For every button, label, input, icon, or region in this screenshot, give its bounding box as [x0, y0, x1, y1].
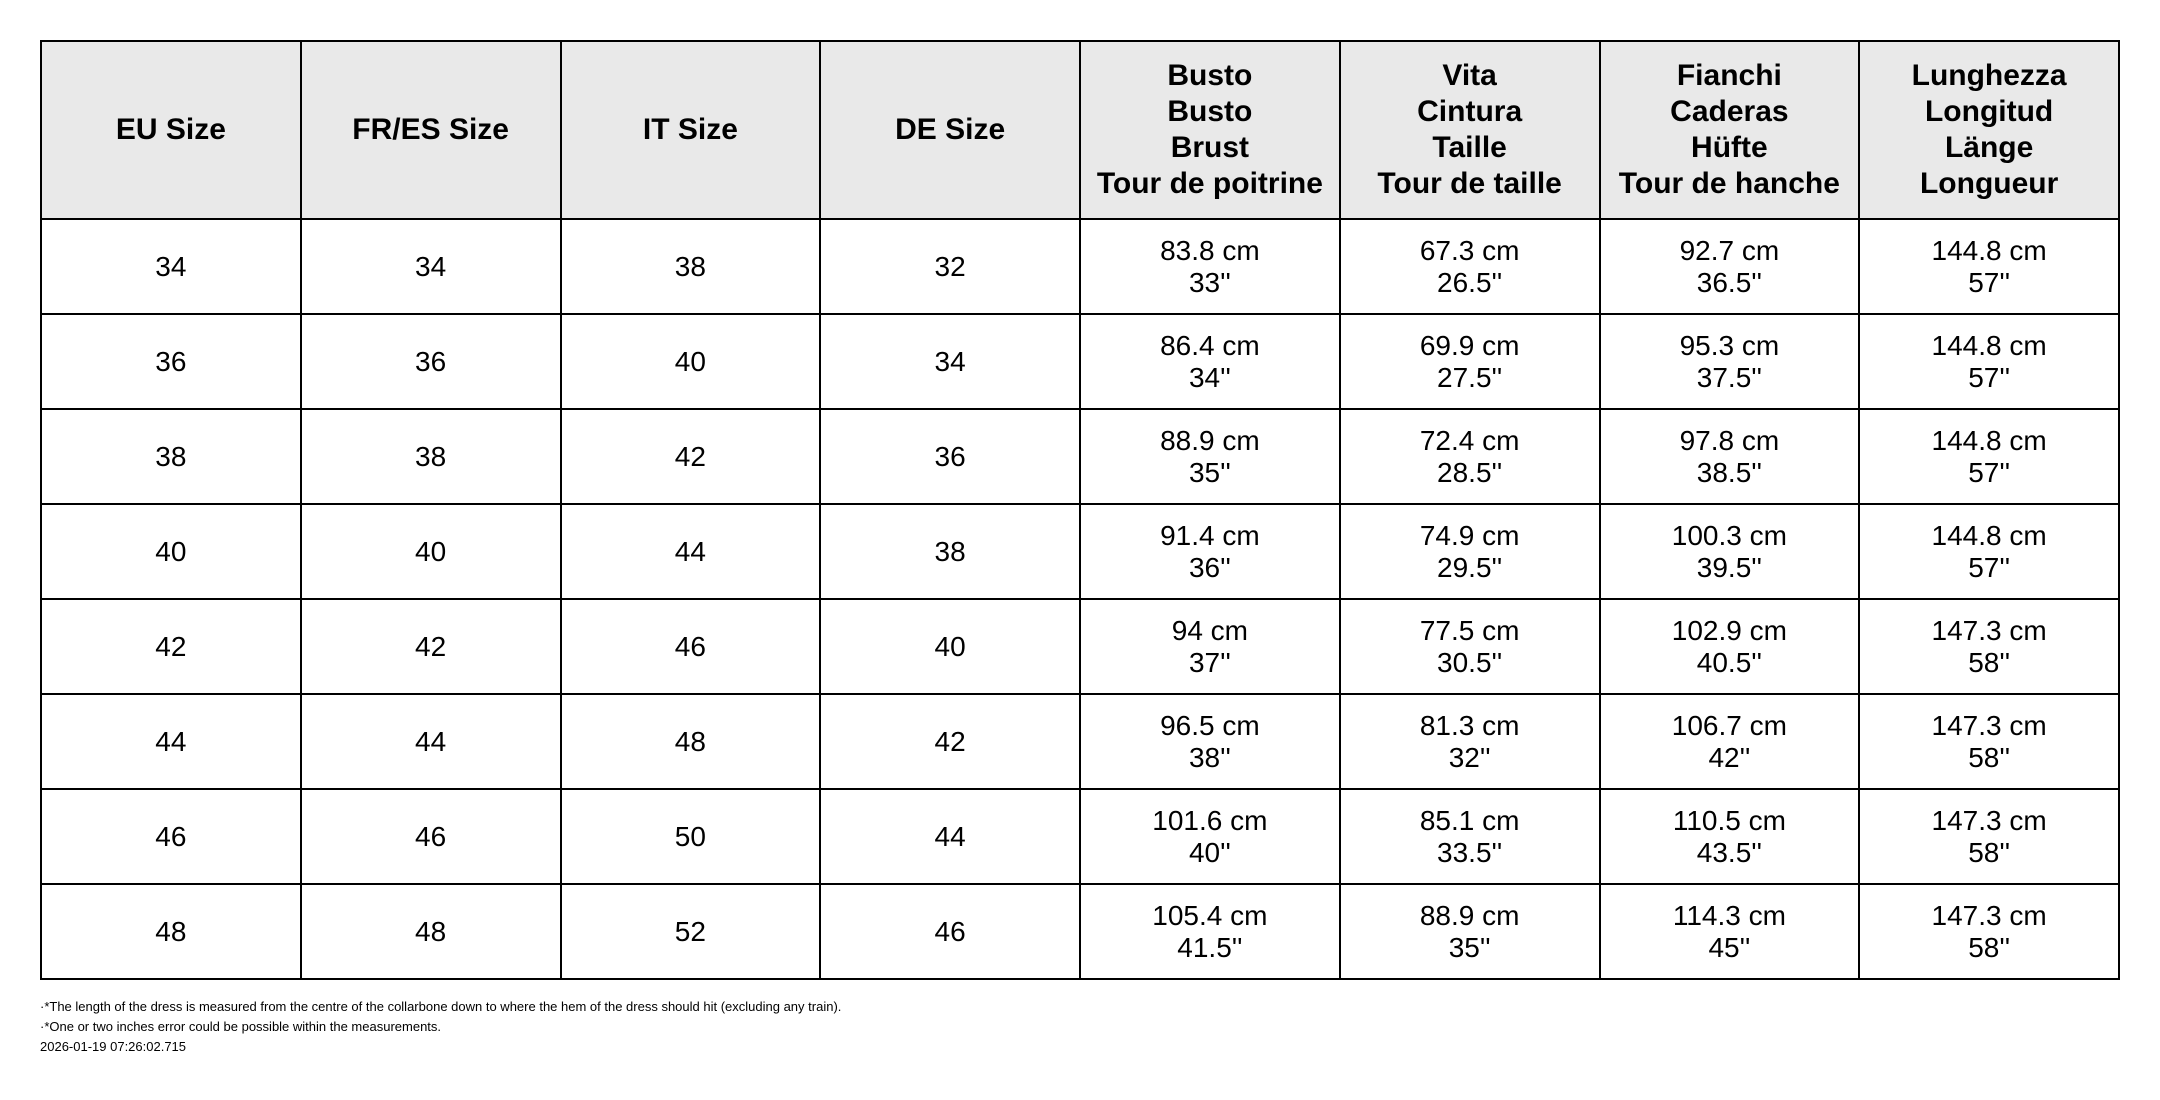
cell-line: 57''	[1968, 551, 2011, 583]
cell-line: 114.3 cm	[1672, 899, 1786, 931]
cell-line: 40	[155, 535, 187, 567]
column-header-line: Busto	[1167, 95, 1253, 128]
cell-line: 42''	[1708, 741, 1751, 773]
table-cell	[41, 409, 301, 504]
cell-line: 37.5''	[1696, 361, 1762, 393]
cell-line: 30.5''	[1437, 646, 1503, 678]
column-header	[1859, 41, 2119, 219]
cell-line: 38	[155, 440, 187, 472]
cell-line: 81.3 cm	[1419, 709, 1520, 741]
table-cell	[1080, 219, 1340, 314]
cell-line: 106.7 cm	[1671, 709, 1787, 741]
column-header-line: Brust	[1170, 131, 1250, 164]
cell-line: 27.5''	[1437, 361, 1503, 393]
table-cell	[1080, 884, 1340, 979]
column-header	[1080, 41, 1340, 219]
table-cell	[1080, 504, 1340, 599]
cell-line: 94 cm	[1171, 614, 1248, 646]
table-cell	[41, 599, 301, 694]
table-cell	[561, 884, 821, 979]
cell-line: 41.5''	[1177, 931, 1243, 963]
table-cell	[301, 884, 561, 979]
column-header	[561, 41, 821, 219]
cell-line: 40	[934, 630, 966, 662]
cell-line: 57''	[1968, 456, 2011, 488]
cell-line: 69.9 cm	[1419, 329, 1520, 361]
timestamp: 2026-01-19 07:26:02.715	[40, 1039, 187, 1054]
table-cell	[561, 219, 821, 314]
column-header-line: FR/ES Size	[352, 113, 509, 146]
table-cell	[1340, 599, 1600, 694]
cell-line: 34	[415, 250, 447, 282]
table-row	[41, 314, 2119, 409]
column-header-line: IT Size	[642, 113, 738, 146]
cell-line: 74.9 cm	[1419, 519, 1520, 551]
cell-line: 36.5''	[1696, 266, 1762, 298]
table-cell	[1080, 694, 1340, 789]
table-cell	[301, 599, 561, 694]
table-cell	[1340, 789, 1600, 884]
cell-line: 42	[415, 630, 447, 662]
column-header	[820, 41, 1080, 219]
table-cell	[1859, 789, 2119, 884]
table-cell	[301, 314, 561, 409]
table-cell	[561, 599, 821, 694]
column-header	[1340, 41, 1600, 219]
cell-line: 44	[674, 535, 706, 567]
cell-line: 37''	[1188, 646, 1231, 678]
cell-line: 36	[934, 440, 966, 472]
cell-line: 46	[674, 630, 706, 662]
cell-line: 38	[674, 250, 706, 282]
column-header-line: Tour de hanche	[1618, 167, 1840, 200]
column-header-line: Tour de taille	[1377, 167, 1562, 200]
column-header-line: Longueur	[1919, 167, 2059, 200]
table-cell	[820, 219, 1080, 314]
table-cell	[1080, 789, 1340, 884]
table-cell	[1859, 314, 2119, 409]
table-cell	[1600, 884, 1860, 979]
table-cell	[301, 694, 561, 789]
table-cell	[820, 884, 1080, 979]
cell-line: 147.3 cm	[1931, 899, 2047, 931]
table-row	[41, 694, 2119, 789]
cell-line: 83.8 cm	[1160, 234, 1260, 266]
cell-line: 97.8 cm	[1679, 424, 1780, 456]
cell-line: 35''	[1448, 931, 1491, 963]
cell-line: 36	[155, 345, 187, 377]
table-cell	[1600, 504, 1860, 599]
table-cell	[1080, 314, 1340, 409]
cell-line: 147.3 cm	[1931, 614, 2047, 646]
cell-line: 38	[934, 535, 966, 567]
table-cell	[561, 789, 821, 884]
cell-line: 45''	[1708, 931, 1751, 963]
cell-line: 105.4 cm	[1152, 899, 1268, 931]
table-cell	[1340, 219, 1600, 314]
cell-line: 44	[934, 820, 966, 852]
column-header-line: Cintura	[1417, 95, 1523, 128]
table-cell	[820, 789, 1080, 884]
cell-line: 57''	[1968, 361, 2011, 393]
cell-line: 144.8 cm	[1931, 519, 2047, 551]
table-cell	[301, 504, 561, 599]
table-cell	[301, 219, 561, 314]
table-cell	[820, 694, 1080, 789]
cell-line: 144.8 cm	[1931, 234, 2047, 266]
table-body	[41, 219, 2119, 979]
column-header-line: Longitud	[1924, 95, 2054, 128]
cell-line: 44	[415, 725, 447, 757]
cell-line: 35''	[1188, 456, 1231, 488]
cell-line: 42	[674, 440, 706, 472]
cell-line: 144.8 cm	[1931, 424, 2047, 456]
cell-line: 58''	[1968, 646, 2011, 678]
table-cell	[820, 314, 1080, 409]
cell-line: 46	[934, 915, 966, 947]
cell-line: 40.5''	[1696, 646, 1762, 678]
cell-line: 40	[415, 535, 447, 567]
cell-line: 46	[415, 820, 447, 852]
column-header-line: Lunghezza	[1911, 59, 2067, 92]
cell-line: 77.5 cm	[1419, 614, 1520, 646]
column-header	[1600, 41, 1860, 219]
table-row	[41, 219, 2119, 314]
column-header	[301, 41, 561, 219]
cell-line: 52	[674, 915, 706, 947]
table-cell	[1859, 504, 2119, 599]
cell-line: 88.9 cm	[1419, 899, 1520, 931]
cell-line: 92.7 cm	[1679, 234, 1780, 266]
cell-line: 110.5 cm	[1672, 804, 1786, 836]
column-header-line: EU Size	[115, 113, 226, 146]
cell-line: 33.5''	[1437, 836, 1503, 868]
cell-line: 40''	[1188, 836, 1231, 868]
cell-line: 95.3 cm	[1679, 329, 1780, 361]
table-cell	[1080, 599, 1340, 694]
cell-line: 26.5''	[1437, 266, 1503, 298]
cell-line: 100.3 cm	[1671, 519, 1787, 551]
column-header-line: Caderas	[1670, 95, 1789, 128]
table-cell	[1080, 409, 1340, 504]
column-header-line: Länge	[1944, 131, 2034, 164]
cell-line: 36	[415, 345, 447, 377]
table-cell	[820, 504, 1080, 599]
cell-line: 32	[934, 250, 966, 282]
cell-line: 38''	[1188, 741, 1231, 773]
table-cell	[301, 789, 561, 884]
table-cell	[561, 314, 821, 409]
cell-line: 36''	[1188, 551, 1231, 583]
cell-line: 44	[155, 725, 187, 757]
cell-line: 28.5''	[1437, 456, 1503, 488]
column-header-line: Tour de poitrine	[1096, 167, 1323, 200]
table-cell	[301, 409, 561, 504]
cell-line: 46	[155, 820, 187, 852]
table-cell	[1340, 504, 1600, 599]
table-cell	[1340, 314, 1600, 409]
table-cell	[1859, 599, 2119, 694]
cell-line: 102.9 cm	[1671, 614, 1787, 646]
cell-line: 147.3 cm	[1931, 709, 2047, 741]
column-header-line: Vita	[1442, 59, 1497, 92]
cell-line: 33''	[1188, 266, 1231, 298]
column-header-line: Busto	[1167, 59, 1253, 92]
table-cell	[41, 504, 301, 599]
cell-line: 34''	[1188, 361, 1231, 393]
table-cell	[41, 884, 301, 979]
table-cell	[1600, 314, 1860, 409]
table-cell	[41, 219, 301, 314]
table-cell	[1859, 219, 2119, 314]
table-cell	[1600, 599, 1860, 694]
table-cell	[1600, 409, 1860, 504]
table-cell	[1859, 694, 2119, 789]
table-cell	[820, 409, 1080, 504]
cell-line: 40	[674, 345, 706, 377]
cell-line: 32''	[1448, 741, 1491, 773]
cell-line: 29.5''	[1437, 551, 1503, 583]
table-row	[41, 599, 2119, 694]
cell-line: 50	[674, 820, 706, 852]
cell-line: 38.5''	[1696, 456, 1762, 488]
cell-line: 91.4 cm	[1160, 519, 1260, 551]
table-cell	[1600, 219, 1860, 314]
cell-line: 72.4 cm	[1419, 424, 1520, 456]
cell-line: 88.9 cm	[1160, 424, 1260, 456]
cell-line: 34	[934, 345, 966, 377]
cell-line: 38	[415, 440, 447, 472]
table-cell	[1340, 694, 1600, 789]
table-row	[41, 409, 2119, 504]
table-cell	[561, 504, 821, 599]
cell-line: 43.5''	[1696, 836, 1762, 868]
column-header-line: Fianchi	[1676, 59, 1782, 92]
cell-line: 58''	[1968, 931, 2011, 963]
table-cell	[1859, 409, 2119, 504]
table-row	[41, 789, 2119, 884]
cell-line: 144.8 cm	[1931, 329, 2047, 361]
footnotes	[40, 997, 841, 1057]
table-cell	[41, 789, 301, 884]
table-cell	[1859, 884, 2119, 979]
table-cell	[1600, 694, 1860, 789]
column-header-line: Taille	[1432, 131, 1507, 164]
table-row	[41, 884, 2119, 979]
table-cell	[41, 694, 301, 789]
cell-line: 57''	[1968, 266, 2011, 298]
table-cell	[561, 694, 821, 789]
cell-line: 42	[155, 630, 187, 662]
table-cell	[561, 409, 821, 504]
cell-line: 101.6 cm	[1152, 804, 1268, 836]
column-header-line: DE Size	[895, 113, 1006, 146]
table-cell	[1600, 789, 1860, 884]
header-row	[41, 41, 2119, 219]
length-note: ·*The length of the dress is measured from the centre of the collarbone down to where the hem of the dress should hit (excluding any train).	[40, 999, 842, 1014]
cell-line: 147.3 cm	[1931, 804, 2047, 836]
cell-line: 85.1 cm	[1419, 804, 1520, 836]
cell-line: 86.4 cm	[1160, 329, 1260, 361]
cell-line: 58''	[1968, 741, 2011, 773]
cell-line: 96.5 cm	[1160, 709, 1260, 741]
table-row	[41, 504, 2119, 599]
cell-line: 39.5''	[1696, 551, 1762, 583]
cell-line: 48	[415, 915, 447, 947]
table-cell	[820, 599, 1080, 694]
column-header	[41, 41, 301, 219]
table-header	[41, 41, 2119, 219]
table-cell	[41, 314, 301, 409]
cell-line: 34	[155, 250, 187, 282]
cell-line: 58''	[1968, 836, 2011, 868]
error-note: ·*One or two inches error could be possible within the measurements.	[40, 1019, 442, 1034]
cell-line: 48	[674, 725, 706, 757]
column-header-line: Hüfte	[1691, 131, 1768, 164]
table-cell	[1340, 884, 1600, 979]
size-chart-table	[40, 40, 2120, 980]
cell-line: 42	[934, 725, 966, 757]
cell-line: 67.3 cm	[1419, 234, 1520, 266]
table-cell	[1340, 409, 1600, 504]
cell-line: 48	[155, 915, 187, 947]
